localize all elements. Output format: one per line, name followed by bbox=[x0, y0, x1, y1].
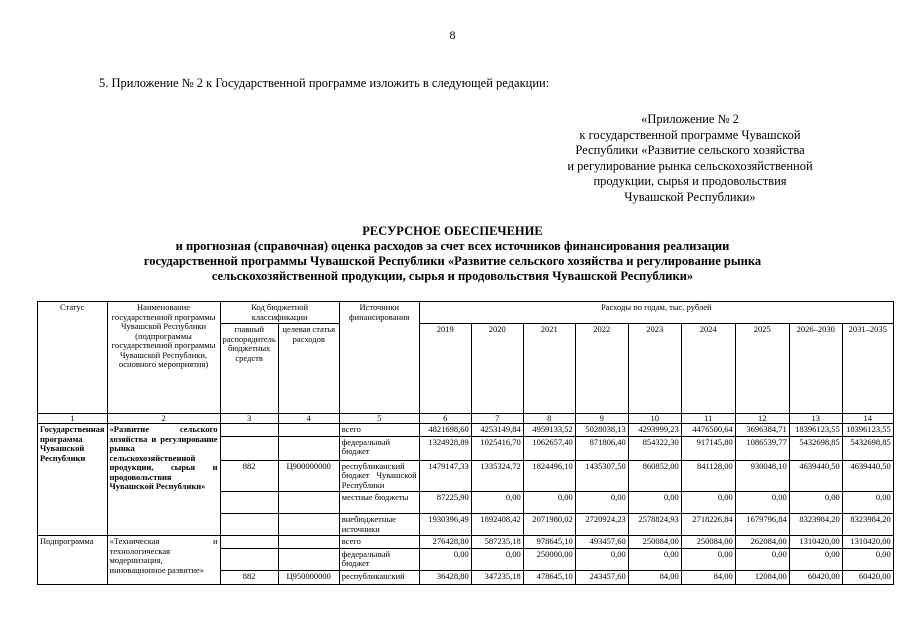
row-target bbox=[278, 436, 339, 460]
header-year: 2023 bbox=[628, 324, 681, 414]
row-source: федеральный бюджет bbox=[339, 436, 419, 460]
row-source: федеральный бюджет bbox=[339, 548, 419, 570]
row-manager bbox=[220, 424, 278, 437]
row-value: 3696384,71 bbox=[735, 424, 789, 437]
header-year: 2024 bbox=[681, 324, 735, 414]
row-value: 1824496,10 bbox=[523, 460, 575, 492]
row-value: 12084,00 bbox=[735, 570, 789, 584]
column-number: 14 bbox=[842, 414, 893, 424]
row-value: 0,00 bbox=[575, 492, 628, 514]
row-value: 1479147,33 bbox=[419, 460, 471, 492]
row-value: 587235,18 bbox=[471, 536, 523, 549]
row-manager bbox=[220, 436, 278, 460]
header-status: Статус bbox=[38, 302, 108, 414]
row-value: 860852,00 bbox=[628, 460, 681, 492]
row-value: 0,00 bbox=[419, 548, 471, 570]
row-value: 0,00 bbox=[471, 492, 523, 514]
row-value: 4476500,64 bbox=[681, 424, 735, 437]
row-value: 0,00 bbox=[735, 492, 789, 514]
row-value: 978645,10 bbox=[523, 536, 575, 549]
row-value: 4959133,52 bbox=[523, 424, 575, 437]
column-number: 3 bbox=[220, 414, 278, 424]
row-value: 5028038,13 bbox=[575, 424, 628, 437]
appendix-line: и регулирование рынка сельскохозяйственной bbox=[567, 158, 813, 173]
row-value: 4253149,84 bbox=[471, 424, 523, 437]
column-number: 9 bbox=[575, 414, 628, 424]
row-value: 1062657,40 bbox=[523, 436, 575, 460]
row-manager bbox=[220, 548, 278, 570]
row-source: республиканский bbox=[339, 570, 419, 584]
header-year: 2025 bbox=[735, 324, 789, 414]
row-value: 347235,18 bbox=[471, 570, 523, 584]
row-value: 4293999,23 bbox=[628, 424, 681, 437]
row-value: 8323984,20 bbox=[842, 514, 893, 536]
row-manager bbox=[220, 514, 278, 536]
row-value: 2071980,02 bbox=[523, 514, 575, 536]
row-value: 1930396,49 bbox=[419, 514, 471, 536]
row-value: 871806,40 bbox=[575, 436, 628, 460]
row-value: 854322,30 bbox=[628, 436, 681, 460]
row-value: 60420,00 bbox=[789, 570, 842, 584]
row-value: 4639440,50 bbox=[789, 460, 842, 492]
appendix-line: Республики «Развитие сельского хозяйства bbox=[575, 143, 805, 157]
row-target: Ц950000000 bbox=[278, 570, 339, 584]
row-target bbox=[278, 536, 339, 549]
column-number: 11 bbox=[681, 414, 735, 424]
row-status: Государственная программа Чувашской Республики bbox=[38, 424, 108, 536]
header-budget-code: Код бюджетной классификации bbox=[220, 302, 339, 324]
header-year: 2021 bbox=[523, 324, 575, 414]
row-source: республиканский бюджет Чувашской Республики bbox=[339, 460, 419, 492]
row-value: 1324928,89 bbox=[419, 436, 471, 460]
row-value: 1310420,00 bbox=[789, 536, 842, 549]
column-number: 1 bbox=[38, 414, 108, 424]
row-value: 4821698,60 bbox=[419, 424, 471, 437]
row-value: 87225,90 bbox=[419, 492, 471, 514]
column-number: 10 bbox=[628, 414, 681, 424]
row-value: 250000,00 bbox=[523, 548, 575, 570]
page-number: 8 bbox=[449, 28, 456, 42]
row-value: 250084,00 bbox=[681, 536, 735, 549]
row-value: 1310420,00 bbox=[842, 536, 893, 549]
row-value: 1679796,84 bbox=[735, 514, 789, 536]
row-value: 841128,00 bbox=[681, 460, 735, 492]
column-number: 8 bbox=[523, 414, 575, 424]
row-value: 0,00 bbox=[628, 492, 681, 514]
appendix-reference bbox=[540, 112, 840, 205]
row-name: «Развитие сельского хозяйства и регулирование рынка сельскохозяйственной продукции, сырья и продовольствия Чувашской Республики» bbox=[107, 424, 220, 536]
row-source: всего bbox=[339, 424, 419, 437]
row-target bbox=[278, 514, 339, 536]
header-expenses: Расходы по годам, тыс. рублей bbox=[419, 302, 893, 324]
row-value: 2578824,93 bbox=[628, 514, 681, 536]
row-value: 5432698,85 bbox=[842, 436, 893, 460]
row-value: 1086539,77 bbox=[735, 436, 789, 460]
row-value: 493457,60 bbox=[575, 536, 628, 549]
row-manager bbox=[220, 492, 278, 514]
title-line: государственной программы Чувашской Республики «Развитие сельского хозяйства и регулирование рынка bbox=[143, 254, 762, 268]
row-value: 18396123,55 bbox=[789, 424, 842, 437]
row-value: 36428,80 bbox=[419, 570, 471, 584]
appendix-line: к государственной программе Чувашской bbox=[579, 127, 801, 142]
table-row bbox=[38, 536, 894, 549]
row-value: 0,00 bbox=[628, 548, 681, 570]
row-value: 1335324,72 bbox=[471, 460, 523, 492]
header-sources: Источники финансирования bbox=[339, 302, 419, 414]
row-name: «Техническая и технологическая модернизация, инновационное развитие» bbox=[107, 536, 220, 585]
row-value: 84,00 bbox=[681, 570, 735, 584]
row-value: 0,00 bbox=[681, 492, 735, 514]
row-value: 4639440,50 bbox=[842, 460, 893, 492]
row-value: 0,00 bbox=[789, 548, 842, 570]
row-value: 1025416,70 bbox=[471, 436, 523, 460]
title-line: и прогнозная (справочная) оценка расходов за счет всех источников финансирования реализации bbox=[175, 239, 730, 253]
row-value: 250084,00 bbox=[628, 536, 681, 549]
column-number: 6 bbox=[419, 414, 471, 424]
row-value: 18396123,55 bbox=[842, 424, 893, 437]
title-line: сельскохозяйственной продукции, сырья и продовольствия Чувашской Республики» bbox=[211, 269, 694, 283]
header-target-item: целевая статья расходов bbox=[278, 324, 339, 414]
column-number: 12 bbox=[735, 414, 789, 424]
row-value: 84,00 bbox=[628, 570, 681, 584]
row-status: Подпрограмма bbox=[38, 536, 108, 585]
row-value: 0,00 bbox=[575, 548, 628, 570]
row-source: всего bbox=[339, 536, 419, 549]
row-value: 8323984,20 bbox=[789, 514, 842, 536]
column-number: 2 bbox=[107, 414, 220, 424]
row-manager: 882 bbox=[220, 570, 278, 584]
row-target: Ц900000000 bbox=[278, 460, 339, 492]
column-number: 7 bbox=[471, 414, 523, 424]
row-value: 5432698,85 bbox=[789, 436, 842, 460]
header-year: 2026–2030 bbox=[789, 324, 842, 414]
row-value: 930048,10 bbox=[735, 460, 789, 492]
column-number: 4 bbox=[278, 414, 339, 424]
header-main-manager: главный распорядитель бюджетных средств bbox=[220, 324, 278, 414]
row-source: местные бюджеты bbox=[339, 492, 419, 514]
row-value: 243457,60 bbox=[575, 570, 628, 584]
row-target bbox=[278, 492, 339, 514]
row-value: 1892408,42 bbox=[471, 514, 523, 536]
row-value: 917145,80 bbox=[681, 436, 735, 460]
row-value: 60420,00 bbox=[842, 570, 893, 584]
intro-paragraph: 5. Приложение № 2 к Государственной программе изложить в следующей редакции: bbox=[99, 76, 550, 90]
row-value: 276428,80 bbox=[419, 536, 471, 549]
column-number: 5 bbox=[339, 414, 419, 424]
appendix-line: Чувашской Республики» bbox=[624, 189, 756, 204]
header-year: 2022 bbox=[575, 324, 628, 414]
row-value: 262084,00 bbox=[735, 536, 789, 549]
row-value: 0,00 bbox=[789, 492, 842, 514]
appendix-line: продукции, сырья и продовольствия bbox=[593, 174, 787, 188]
row-value: 2718226,84 bbox=[681, 514, 735, 536]
row-value: 0,00 bbox=[681, 548, 735, 570]
row-value: 0,00 bbox=[842, 548, 893, 570]
document-title bbox=[60, 224, 845, 284]
row-value: 2720924,23 bbox=[575, 514, 628, 536]
row-value: 0,00 bbox=[842, 492, 893, 514]
column-number: 13 bbox=[789, 414, 842, 424]
header-year: 2019 bbox=[419, 324, 471, 414]
row-manager: 882 bbox=[220, 460, 278, 492]
row-value: 0,00 bbox=[523, 492, 575, 514]
row-value: 1435307,50 bbox=[575, 460, 628, 492]
row-manager bbox=[220, 536, 278, 549]
resource-table bbox=[37, 301, 894, 585]
header-year: 2020 bbox=[471, 324, 523, 414]
row-source: внебюджетные источники bbox=[339, 514, 419, 536]
row-value: 0,00 bbox=[735, 548, 789, 570]
table-row bbox=[38, 424, 894, 437]
appendix-line: «Приложение № 2 bbox=[641, 112, 739, 126]
row-value: 0,00 bbox=[471, 548, 523, 570]
title-line: РЕСУРСНОЕ ОБЕСПЕЧЕНИЕ bbox=[362, 224, 543, 238]
row-value: 478645,10 bbox=[523, 570, 575, 584]
header-name: Наименование государственной программы Чувашской Республики (подпрограммы государственной программы Чувашской Республики, основного мероприятия) bbox=[107, 302, 220, 414]
header-year: 2031–2035 bbox=[842, 324, 893, 414]
row-target bbox=[278, 548, 339, 570]
row-target bbox=[278, 424, 339, 437]
